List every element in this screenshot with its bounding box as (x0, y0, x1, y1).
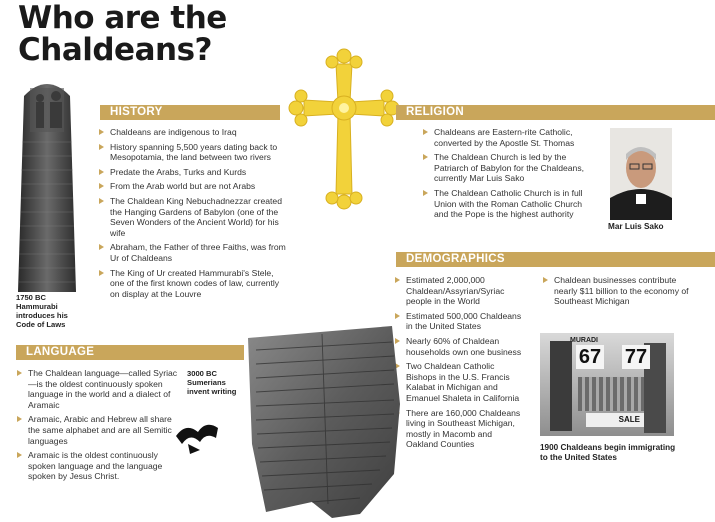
language-list (16, 368, 180, 486)
hammurabi-stele-image (16, 76, 78, 292)
list-item: The Chaldean Church is led by the Patriarch of Babylon for the Chaldeans, currently Mar Luis Sako (422, 152, 598, 184)
photo-sign-right: 77 (622, 345, 650, 369)
demographics-heading: DEMOGRAPHICS (396, 252, 715, 267)
title-line-2: Chaldeans? (18, 32, 213, 68)
list-item: Aramaic is the oldest continuously spoken language and the language spoken by Jesus Christ. (16, 450, 180, 482)
language-heading: LANGUAGE (16, 345, 244, 360)
list-item: Abraham, the Father of three Faiths, was from Ur of Chaldeans (98, 242, 290, 263)
photo-sign-left: 67 (576, 345, 604, 369)
list-item: Two Chaldean Catholic Bishops in the U.S. Francis Kalabat in Michigan and Emanuel Shaleta in California (394, 361, 522, 403)
history-heading: HISTORY (100, 105, 280, 120)
list-item: Aramaic, Arabic and Hebrew all share the same alphabet and are all Semitic languages (16, 414, 180, 446)
mar-luis-sako-portrait (610, 128, 672, 220)
photo-sign-sale: SALE (586, 413, 644, 427)
cuneiform-tablet-image (242, 324, 402, 520)
photo-sign-top: MURADI (570, 337, 598, 344)
list-item: Predate the Arabs, Turks and Kurds (98, 167, 290, 178)
list-item: Chaldean businesses contribute nearly $11 billion to the economy of Southeast Michigan (542, 275, 692, 307)
page-title (18, 2, 318, 66)
syriac-letter-icon (172, 416, 224, 456)
list-item: History spanning 5,500 years dating back to Mesopotamia, the land between two rivers (98, 142, 290, 163)
religion-list (422, 127, 598, 224)
list-item: The Chaldean King Nebuchadnezzar created the Hanging Gardens of Babylon (one of the Seven Wonders of the Ancient World) for his wife (98, 196, 290, 238)
portrait-caption: Mar Luis Sako (608, 222, 664, 231)
immigrant-store-photo (540, 333, 674, 436)
religion-heading: RELIGION (396, 105, 715, 120)
list-item: Chaldeans are indigenous to Iraq (98, 127, 290, 138)
cross-icon (284, 44, 404, 220)
list-item: The Chaldean Catholic Church is in full Union with the Roman Catholic Church and the Pope is the highest authority (422, 188, 598, 220)
stele-caption: 1750 BC Hammurabi introduces his Code of Laws (16, 293, 68, 329)
list-item: The King of Ur created Hammurabi's Stele, one of the first known codes of law, currently on display at the Louvre (98, 268, 290, 300)
list-item: From the Arab world but are not Arabs (98, 181, 290, 192)
demographics-list-1 (394, 275, 522, 454)
title-line-1: Who are the (18, 0, 227, 36)
history-list (98, 127, 290, 303)
tablet-caption: 3000 BC Sumerians invent writing (187, 369, 237, 396)
list-item: Estimated 2,000,000 Chaldean/Assyrian/Syriac people in the World (394, 275, 522, 307)
list-item: The Chaldean language—called Syriac—is the oldest continuously spoken language in the world and a dialect of Aramaic (16, 368, 180, 410)
list-item: Estimated 500,000 Chaldeans in the United States (394, 311, 522, 332)
list-item: Nearly 60% of Chaldean households own one business (394, 336, 522, 357)
list-item: Chaldeans are Eastern-rite Catholic, converted by the Apostle St. Thomas (422, 127, 598, 148)
list-item: There are 160,000 Chaldeans living in Southeast Michigan, mostly in Macomb and Oakland Counties (394, 408, 522, 450)
demographics-list-2 (542, 275, 692, 311)
photo-caption: 1900 Chaldeans begin immigrating to the United States (540, 443, 676, 462)
